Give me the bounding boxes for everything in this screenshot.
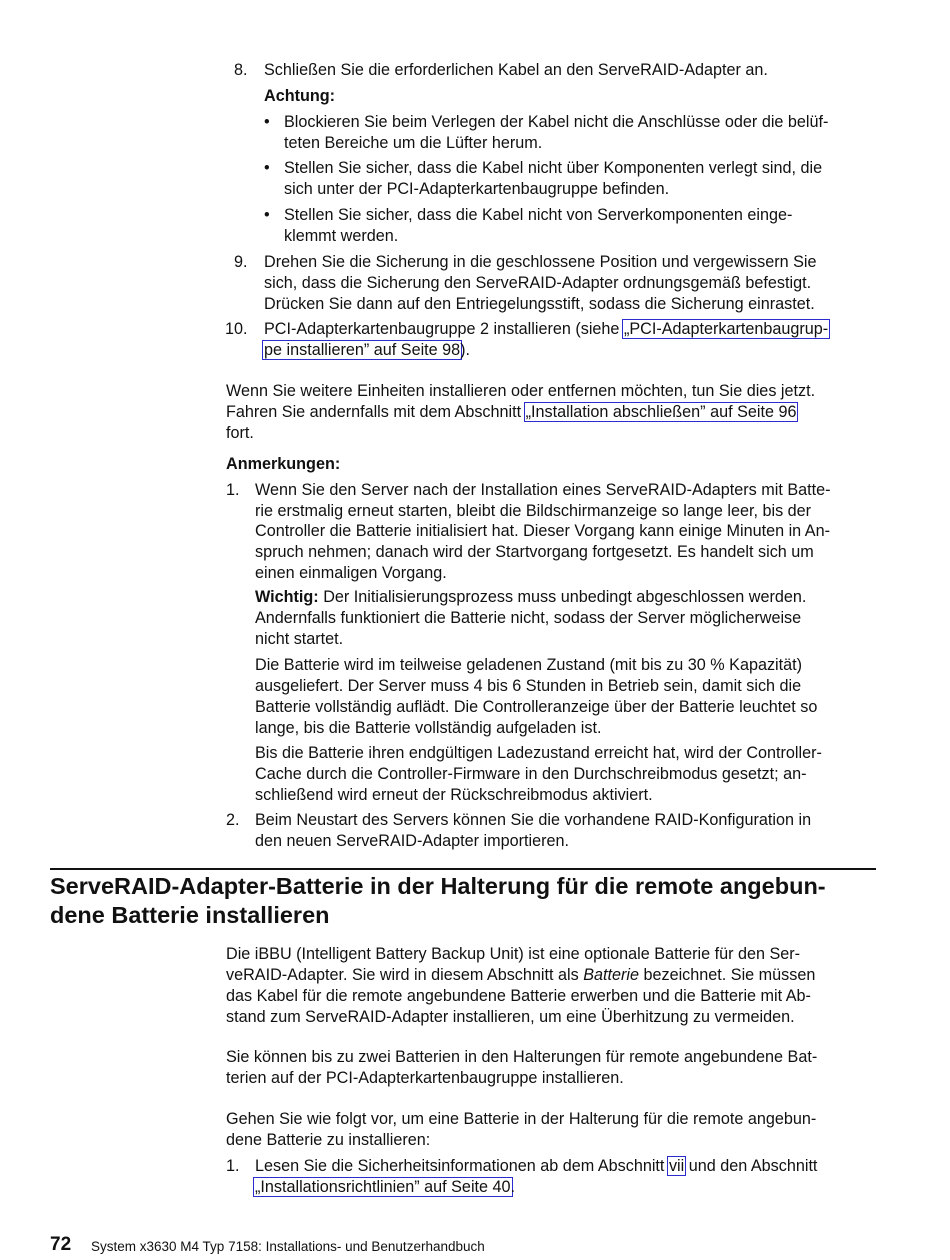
battery-line: Die Batterie wird im teilweise geladenen Zustand (mit bis zu 30 % Kapazität) <box>255 656 803 674</box>
attention-label: Achtung: <box>264 87 336 105</box>
paragraph-line: fort. <box>226 424 254 442</box>
paragraph-line: veRAID-Adapter. Sie wird in diesem Abschnitt als Batterie bezeichnet. Sie müssen <box>226 966 816 984</box>
bullet-icon: • <box>264 206 270 224</box>
link-safety-vii[interactable]: vii <box>668 1157 685 1175</box>
note-line: rie erstmalig erneut starten, bleibt die Bildschirmanzeige so lange leer, bis der <box>255 502 812 520</box>
paragraph-line: Die iBBU (Intelligent Battery Backup Unit) ist eine optionale Batterie für den Ser- <box>226 945 801 963</box>
note-line: einen einmaligen Vorgang. <box>255 564 447 582</box>
battery-line: ausgeliefert. Der Server muss 4 bis 6 Stunden in Betrieb sein, damit sich die <box>255 677 802 695</box>
bullet-line: Stellen Sie sicher, dass die Kabel nicht von Serverkomponenten einge- <box>284 206 793 224</box>
note-line: den neuen ServeRAID-Adapter importieren. <box>255 832 570 850</box>
step-line: „Installationsrichtlinien” auf Seite 40. <box>255 1178 516 1196</box>
step-line <box>264 340 470 361</box>
note-number: 1. <box>226 481 240 499</box>
link-pci-adapter-install[interactable]: „PCI-Adapterkartenbaugrup- <box>623 320 829 338</box>
emphasis-text: Batterie <box>583 966 639 984</box>
bullet-line: sich unter der PCI-Adapterkartenbaugruppe befinden. <box>284 180 670 198</box>
step-number: 9. <box>234 253 248 271</box>
cache-line: Cache durch die Controller-Firmware in den Durchschreibmodus gesetzt; an- <box>255 765 807 783</box>
link-installation-finish[interactable]: „Installation abschließen” auf Seite 96 <box>525 403 797 421</box>
step-line: sich, dass die Sicherung den ServeRAID-Adapter ordnungsgemäß befestigt. <box>264 274 812 292</box>
note-line: Beim Neustart des Servers können Sie die vorhandene RAID-Konfiguration in <box>255 811 812 829</box>
paragraph-line: Wenn Sie weitere Einheiten installieren oder entfernen möchten, tun Sie dies jetzt. <box>226 382 816 400</box>
step-text: ). <box>460 341 471 359</box>
important-label: Wichtig: <box>255 588 319 606</box>
note-line: spruch nehmen; danach wird der Startvorgang fortgesetzt. Es handelt sich um <box>255 543 814 561</box>
bullet-icon: • <box>264 113 270 131</box>
section-divider <box>50 868 876 870</box>
paragraph-line: terien auf der PCI-Adapterkartenbaugruppe installieren. <box>226 1069 624 1087</box>
battery-line: lange, bis die Batterie vollständig aufgeladen ist. <box>255 719 602 737</box>
paragraph-line: Sie können bis zu zwei Batterien in den Halterungen für remote angebundene Bat- <box>226 1048 818 1066</box>
step-line: Drücken Sie dann auf den Entriegelungsstift, sodass die Sicherung einrastet. <box>264 295 815 313</box>
paragraph-line: Gehen Sie wie folgt vor, um eine Batterie in der Halterung für die remote angebun- <box>226 1110 817 1128</box>
important-line: nicht startet. <box>255 630 344 648</box>
battery-line: Batterie vollständig auflädt. Die Controlleranzeige über der Batterie leuchtet so <box>255 698 818 716</box>
paragraph-text: Fahren Sie andernfalls mit dem Abschnitt <box>226 403 526 421</box>
link-installation-guidelines[interactable]: „Installationsrichtlinien” auf Seite 40 <box>255 1178 511 1196</box>
bullet-icon: • <box>264 159 270 177</box>
important-line: Andernfalls funktioniert die Batterie nicht, sodass der Server möglicherweise <box>255 609 802 627</box>
paragraph-line: das Kabel für die remote angebundene Batterie erwerben und die Batterie mit Ab- <box>226 987 811 1005</box>
link-pci-adapter-install[interactable]: pe installieren” auf Seite 98 <box>264 341 461 359</box>
notes-label: Anmerkungen: <box>226 455 341 473</box>
bullet-line: teten Bereiche um die Lüfter herum. <box>284 134 543 152</box>
step-number: 8. <box>234 61 248 79</box>
section-heading-line: ServeRAID-Adapter-Batterie in der Halterung für die remote angebun- <box>50 873 826 899</box>
note-line: Controller die Batterie initialisiert hat. Dieser Vorgang kann einige Minuten in An- <box>255 522 830 540</box>
bullet-line: Stellen Sie sicher, dass die Kabel nicht über Komponenten verlegt sind, die <box>284 159 823 177</box>
page-number: 72 <box>50 1234 72 1255</box>
step-line <box>264 319 828 340</box>
section-heading-line: dene Batterie installieren <box>50 902 330 928</box>
note-number: 2. <box>226 811 240 829</box>
step-line: Drehen Sie die Sicherung in die geschlossene Position und vergewissern Sie <box>264 253 817 271</box>
paragraph-line <box>226 402 796 423</box>
bullet-line: Blockieren Sie beim Verlegen der Kabel nicht die Anschlüsse oder die belüf- <box>284 113 829 131</box>
bullet-line: klemmt werden. <box>284 227 399 245</box>
cache-line: Bis die Batterie ihren endgültigen Ladezustand erreicht hat, wird der Controller- <box>255 744 822 762</box>
cache-line: schließend wird erneut der Rückschreibmodus aktiviert. <box>255 786 653 804</box>
important-line: Wichtig: Der Initialisierungsprozess muss unbedingt abgeschlossen werden. <box>255 588 807 606</box>
section-heading <box>50 872 826 930</box>
step-text: PCI-Adapterkartenbaugruppe 2 installieren (siehe <box>264 320 624 338</box>
note-line: Wenn Sie den Server nach der Installation eines ServeRAID-Adapters mit Batte- <box>255 481 831 499</box>
step-number: 1. <box>226 1157 240 1175</box>
step-line: Lesen Sie die Sicherheitsinformationen ab dem Abschnitt vii und den Abschnitt <box>255 1157 818 1175</box>
paragraph-line: stand zum ServeRAID-Adapter installieren, um eine Überhitzung zu vermeiden. <box>226 1008 795 1026</box>
paragraph-line: dene Batterie zu installieren: <box>226 1131 431 1149</box>
footer-title: System x3630 M4 Typ 7158: Installations- und Benutzerhandbuch <box>91 1239 485 1254</box>
step-number: 10. <box>225 320 248 338</box>
step-text: Schließen Sie die erforderlichen Kabel an den ServeRAID-Adapter an. <box>264 61 768 79</box>
